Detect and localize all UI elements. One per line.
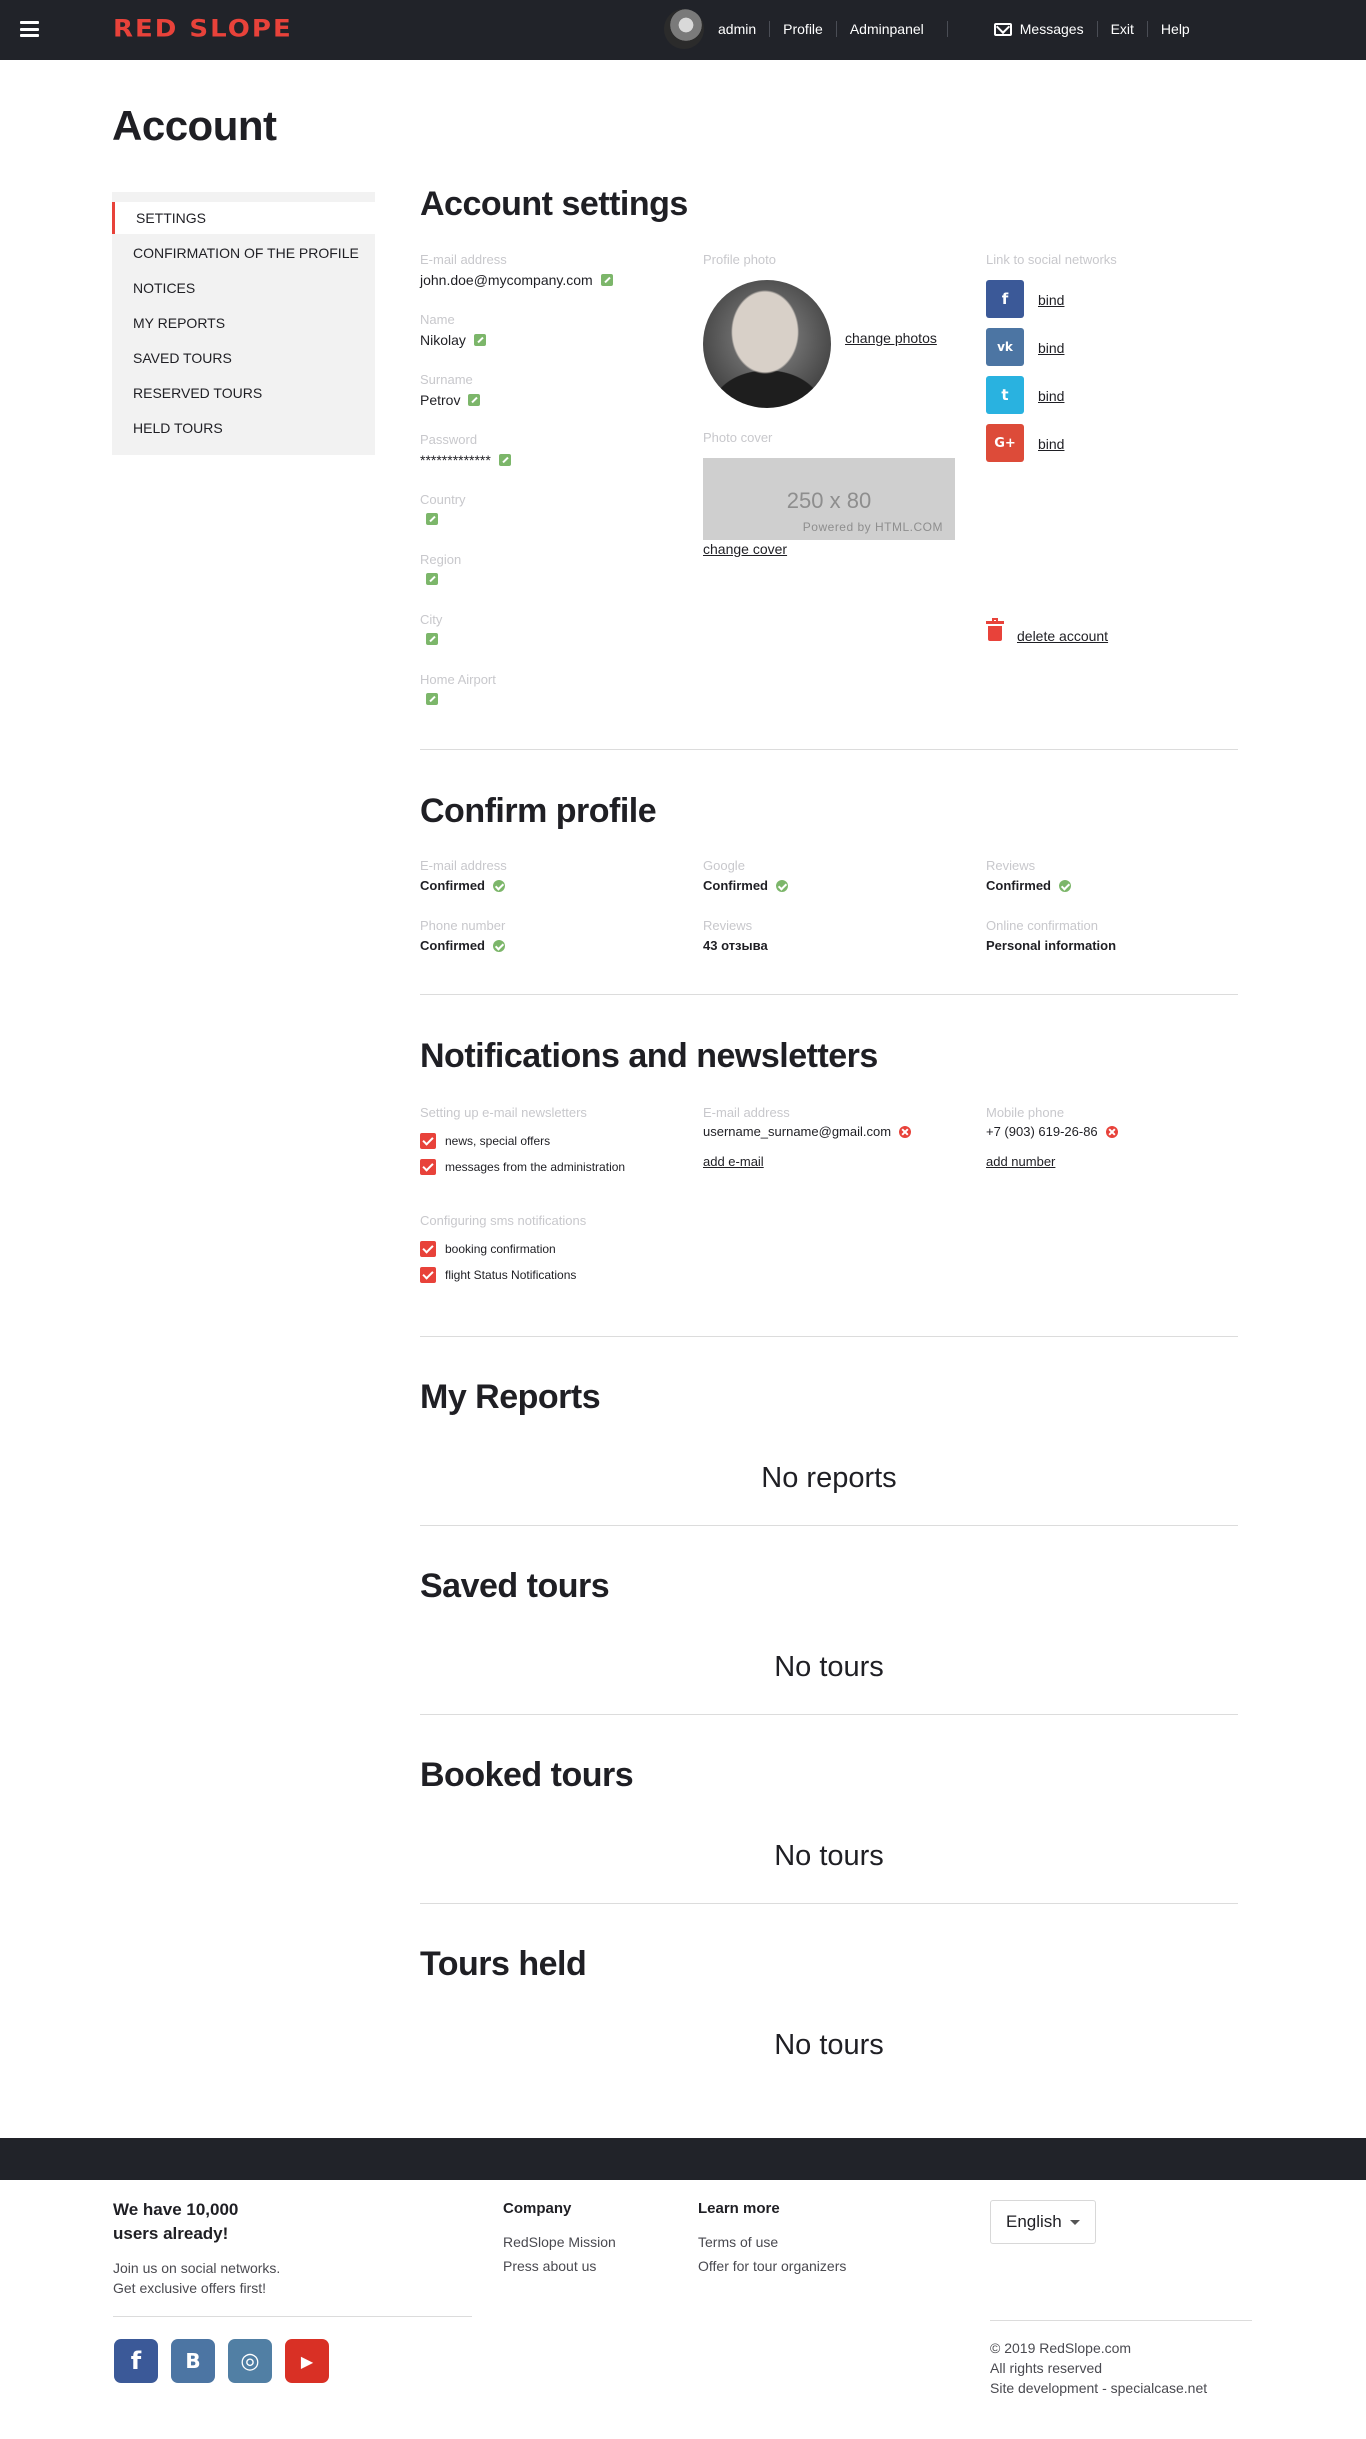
my-reports-title: My Reports — [420, 1378, 601, 1416]
option-label: messages from the administration — [445, 1160, 626, 1174]
account-settings-title: Account settings — [420, 185, 688, 223]
option-label: news, special offers — [445, 1134, 551, 1148]
user-name-link[interactable]: admin — [718, 21, 757, 37]
sidebar-item-saved-tours[interactable]: SAVED TOURS — [133, 350, 232, 366]
name-value-row — [420, 332, 486, 348]
language-value: English — [1006, 2212, 1062, 2231]
edit-icon[interactable] — [426, 513, 438, 525]
tours-held-title: Tours held — [420, 1945, 587, 1983]
vk-icon[interactable]: vk — [986, 328, 1024, 366]
bind-twitter-link[interactable]: bind — [1038, 388, 1065, 404]
google-plus-icon[interactable]: G+ — [986, 424, 1024, 462]
edit-icon[interactable] — [499, 454, 511, 466]
profile-photo-label: Profile photo — [703, 252, 776, 267]
remove-icon[interactable] — [899, 1126, 911, 1138]
footer-dev-link[interactable]: Site development - specialcase.net — [990, 2380, 1208, 2396]
checkbox-checked[interactable] — [420, 1267, 436, 1283]
reviews-count-value: 43 отзыва — [703, 938, 768, 953]
footer-vk-icon[interactable]: B — [171, 2339, 215, 2383]
footer-copyright: © 2019 RedSlope.com — [990, 2340, 1132, 2356]
footer-youtube-icon[interactable]: ▶ — [285, 2339, 329, 2383]
footer-terms-link[interactable]: Terms of use — [698, 2234, 779, 2250]
footer-bar — [0, 2138, 1366, 2180]
sidebar-item-settings[interactable]: SETTINGS — [112, 202, 375, 234]
status-text: Confirmed — [420, 938, 485, 953]
password-value-row — [420, 452, 511, 468]
trash-icon[interactable] — [986, 618, 1004, 642]
logo[interactable]: RED SLOPE — [113, 15, 293, 43]
sidebar — [112, 192, 375, 455]
sms-option-flight[interactable] — [420, 1267, 576, 1283]
email-newsletters-label: Setting up e-mail newsletters — [420, 1105, 587, 1120]
checkbox-checked[interactable] — [420, 1159, 436, 1175]
footer-divider — [990, 2320, 1252, 2321]
profile-link[interactable]: Profile — [769, 21, 836, 37]
footer-divider — [113, 2316, 472, 2317]
sms-option-booking[interactable] — [420, 1241, 556, 1257]
checkbox-checked[interactable] — [420, 1133, 436, 1149]
remove-icon[interactable] — [1106, 1126, 1118, 1138]
footer-company-heading: Company — [503, 2200, 572, 2217]
twitter-icon[interactable]: t — [986, 376, 1024, 414]
city-value-row — [426, 633, 438, 645]
edit-icon[interactable] — [426, 693, 438, 705]
section-divider — [420, 749, 1238, 750]
top-nav — [664, 9, 1203, 49]
no-booked-tours-message: No tours — [774, 1840, 884, 1872]
sidebar-item-my-reports[interactable]: MY REPORTS — [133, 315, 226, 331]
social-networks-label: Link to social networks — [986, 252, 1117, 267]
no-held-tours-message: No tours — [774, 2029, 884, 2061]
messages-link[interactable] — [947, 21, 1097, 37]
exit-link[interactable]: Exit — [1097, 21, 1147, 37]
footer-learn-heading: Learn more — [698, 2200, 780, 2217]
confirm-email-status — [420, 878, 505, 893]
notifications-title: Notifications and newsletters — [420, 1037, 878, 1075]
edit-icon[interactable] — [601, 274, 613, 286]
bind-google-plus-link[interactable]: bind — [1038, 436, 1065, 452]
region-value-row — [426, 573, 438, 585]
sidebar-item-notices[interactable]: NOTICES — [133, 280, 196, 296]
bind-vk-link[interactable]: bind — [1038, 340, 1065, 356]
home-airport-label: Home Airport — [420, 672, 496, 687]
online-confirmation-label: Online confirmation — [986, 918, 1098, 933]
envelope-icon — [994, 23, 1012, 36]
confirm-google-label: Google — [703, 858, 745, 873]
email-value: john.doe@mycompany.com — [420, 272, 593, 288]
password-value: ************* — [420, 452, 491, 468]
saved-tours-title: Saved tours — [420, 1567, 610, 1605]
notify-email-label: E-mail address — [703, 1105, 790, 1120]
sidebar-item-held-tours[interactable]: HELD TOURS — [133, 420, 223, 436]
add-number-link[interactable]: add number — [986, 1154, 1056, 1169]
chevron-down-icon — [1070, 2220, 1080, 2225]
footer-press-link[interactable]: Press about us — [503, 2258, 597, 2274]
avatar[interactable] — [664, 9, 704, 49]
section-divider — [420, 1714, 1238, 1715]
footer-instagram-icon[interactable]: ◎ — [228, 2339, 272, 2383]
check-icon — [493, 940, 505, 952]
sms-notifications-label: Configuring sms notifications — [420, 1213, 587, 1228]
edit-icon[interactable] — [426, 573, 438, 585]
cover-size-text: 250 x 80 — [786, 488, 872, 513]
section-divider — [420, 1525, 1238, 1526]
footer-join-text: Join us on social networks. — [113, 2260, 281, 2276]
booked-tours-title: Booked tours — [420, 1756, 634, 1794]
name-label: Name — [420, 312, 455, 327]
name-value: Nikolay — [420, 332, 466, 348]
confirm-phone-status — [420, 938, 505, 953]
footer-users-title: We have 10,000 users already! — [113, 2200, 239, 2243]
surname-label: Surname — [420, 372, 473, 387]
online-confirmation-value: Personal information — [986, 938, 1117, 953]
confirm-phone-label: Phone number — [420, 918, 506, 933]
photo-cover-label: Photo cover — [703, 430, 773, 445]
delete-account-link[interactable]: delete account — [1017, 628, 1109, 644]
confirm-reviews-label: Reviews — [986, 858, 1036, 873]
city-label: City — [420, 612, 443, 627]
confirm-google-status — [703, 878, 788, 893]
language-select[interactable] — [990, 2200, 1096, 2244]
notify-email-row — [703, 1124, 911, 1139]
email-value-row — [420, 272, 613, 288]
sidebar-item-confirmation[interactable]: CONFIRMATION OF THE PROFILE — [133, 245, 359, 261]
password-label: Password — [420, 432, 478, 447]
check-icon — [493, 880, 505, 892]
status-text: Confirmed — [420, 878, 485, 893]
confirm-profile-title: Confirm profile — [420, 792, 657, 830]
surname-value-row — [420, 392, 480, 408]
photo-cover-placeholder — [703, 458, 955, 540]
messages-label: Messages — [1019, 21, 1084, 37]
mobile-phone-label: Mobile phone — [986, 1105, 1065, 1120]
footer-rights: All rights reserved — [990, 2360, 1103, 2376]
no-reports-message: No reports — [761, 1462, 897, 1494]
option-label: booking confirmation — [445, 1242, 556, 1256]
reviews-count-label: Reviews — [703, 918, 753, 933]
confirm-reviews-status — [986, 878, 1071, 893]
section-divider — [420, 1336, 1238, 1337]
country-label: Country — [420, 492, 466, 507]
option-label: flight Status Notifications — [445, 1268, 577, 1282]
help-link[interactable]: Help — [1147, 21, 1203, 37]
page-title: Account — [112, 102, 277, 149]
surname-value: Petrov — [420, 392, 461, 408]
profile-photo — [703, 280, 831, 408]
mobile-phone-value: +7 (903) 619-26-86 — [986, 1124, 1098, 1139]
edit-icon[interactable] — [474, 334, 486, 346]
status-text: Confirmed — [986, 878, 1051, 893]
mobile-phone-row — [986, 1124, 1118, 1139]
country-value-row — [426, 513, 438, 525]
newsletter-option-news[interactable] — [420, 1133, 550, 1149]
section-divider — [420, 1903, 1238, 1904]
footer-exclusive-text: Get exclusive offers first! — [113, 2280, 267, 2296]
footer-offer-link[interactable]: Offer for tour organizers — [698, 2258, 847, 2274]
edit-icon[interactable] — [426, 633, 438, 645]
email-label: E-mail address — [420, 252, 507, 267]
bind-facebook-link[interactable]: bind — [1038, 292, 1065, 308]
top-bar — [0, 0, 1366, 60]
notify-email-value: username_surname@gmail.com — [703, 1124, 892, 1139]
section-divider — [420, 994, 1238, 995]
add-email-link[interactable]: add e-mail — [703, 1154, 764, 1169]
no-saved-tours-message: No tours — [774, 1651, 884, 1683]
check-icon — [1059, 880, 1071, 892]
footer-mission-link[interactable]: RedSlope Mission — [503, 2234, 616, 2250]
check-icon — [776, 880, 788, 892]
change-cover-link[interactable]: change cover — [703, 541, 788, 557]
checkbox-checked[interactable] — [420, 1241, 436, 1257]
cover-powered-text: Powered by HTML.COM — [802, 520, 943, 534]
change-photos-link[interactable]: change photos — [845, 330, 937, 346]
newsletter-option-admin[interactable] — [420, 1159, 625, 1175]
adminpanel-link[interactable]: Adminpanel — [836, 21, 937, 37]
edit-icon[interactable] — [468, 394, 480, 406]
sidebar-item-reserved-tours[interactable]: RESERVED TOURS — [133, 385, 263, 401]
facebook-icon[interactable]: f — [986, 280, 1024, 318]
footer-facebook-icon[interactable]: f — [114, 2339, 158, 2383]
hamburger-menu-icon[interactable] — [20, 21, 39, 37]
region-label: Region — [420, 552, 462, 567]
status-text: Confirmed — [703, 878, 768, 893]
home-airport-value-row — [426, 693, 438, 705]
confirm-email-label: E-mail address — [420, 858, 507, 873]
